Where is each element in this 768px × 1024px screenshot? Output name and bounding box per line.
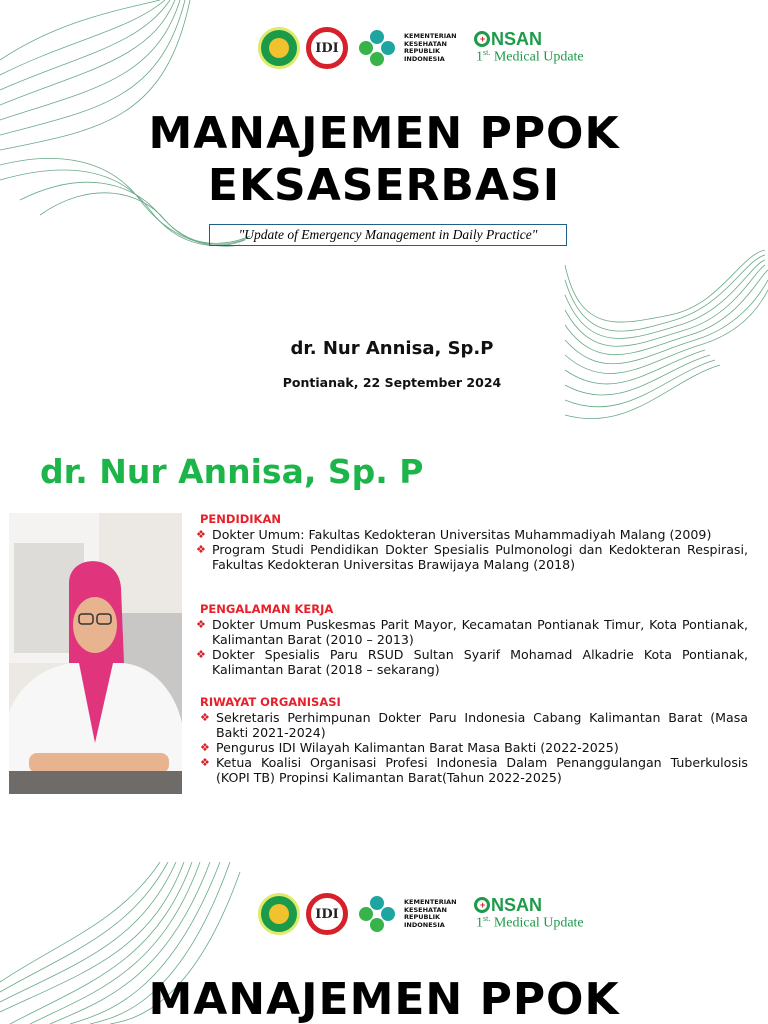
section-title: RIWAYAT ORGANISASI: [200, 695, 341, 709]
kemenkes-text: KEMENTERIAN KESEHATAN REPUBLIK INDONESIA: [404, 32, 457, 63]
idi-logo: IDI: [306, 893, 348, 935]
diamond-bullet-icon: ❖: [200, 756, 210, 769]
diamond-bullet-icon: ❖: [196, 648, 206, 661]
insan-pin-icon: +: [474, 897, 490, 913]
list-item: ❖ Pengurus IDI Wilayah Kalimantan Barat Masa Bakti (2022-2025): [200, 740, 619, 755]
organization-logo-green: [258, 893, 300, 935]
kemenkes-symbol-icon: [354, 25, 400, 71]
list-item: ❖ Dokter Spesialis Paru RSUD Sultan Syarif Mohamad Alkadrie Kota Pontianak, Kalimantan Barat (2018 – sekarang): [196, 647, 748, 677]
kemenkes-logo: [354, 891, 466, 937]
education-section: [196, 512, 748, 572]
insan-logo: + NSAN $1^{st.}$ Medical Update: [476, 29, 584, 65]
organization-logo-green: [258, 27, 300, 69]
diamond-bullet-icon: ❖: [196, 618, 206, 631]
insan-pin-icon: +: [474, 31, 490, 47]
insan-logo: + NSAN $1^{st.}$ Medical Update: [476, 895, 584, 931]
slide-title: [0, 0, 768, 432]
kemenkes-logo: [354, 25, 466, 71]
work-experience-section: [196, 602, 748, 677]
slide-profile: [0, 432, 768, 832]
profile-name: dr. Nur Annisa, Sp. P: [40, 452, 424, 491]
kemenkes-symbol-icon: [354, 891, 400, 937]
diamond-bullet-icon: ❖: [196, 543, 206, 556]
sponsor-logos: [258, 891, 584, 937]
place-date: Pontianak, 22 September 2024: [282, 375, 502, 390]
list-item: ❖ Ketua Koalisi Organisasi Profesi Indonesia Dalam Penanggulangan Tuberkulosis (KOPI TB) Propinsi Kalimantan Barat(Tahun 2022-2025): [200, 755, 748, 785]
sponsor-logos: [258, 25, 584, 71]
diamond-bullet-icon: ❖: [200, 741, 210, 754]
section-title: PENDIDIKAN: [200, 512, 281, 526]
presentation-title: MANAJEMEN PPOK: [148, 974, 620, 1024]
list-item: ❖ Program Studi Pendidikan Dokter Spesialis Pulmonologi dan Kedokteran Respirasi, Fakultas Kedokteran Universitas Brawijaya Malang (2018): [196, 542, 748, 572]
idi-logo: IDI: [306, 27, 348, 69]
diamond-bullet-icon: ❖: [196, 528, 206, 541]
organization-section: [200, 695, 748, 785]
diamond-bullet-icon: ❖: [200, 711, 210, 724]
curriculum-vitae: [196, 512, 748, 785]
presentation-title: MANAJEMEN PPOK EKSASERBASI: [148, 108, 620, 211]
list-item: ❖ Dokter Umum Puskesmas Parit Mayor, Kecamatan Pontianak Timur, Kota Pontianak, Kalimantan Barat (2010 – 2013): [196, 617, 748, 647]
section-title: PENGALAMAN KERJA: [200, 602, 334, 616]
speaker-photo: [9, 513, 182, 794]
slide-title-repeat: [0, 832, 768, 1024]
speaker-name: dr. Nur Annisa, Sp.P: [290, 338, 494, 359]
list-item: ❖ Sekretaris Perhimpunan Dokter Paru Indonesia Cabang Kalimantan Barat (Masa Bakti 2021-2024): [200, 710, 748, 740]
kemenkes-text: KEMENTERIAN KESEHATAN REPUBLIK INDONESIA: [404, 898, 457, 929]
list-item: ❖ Dokter Umum: Fakultas Kedokteran Universitas Muhammadiyah Malang (2009): [196, 527, 712, 542]
presentation-subtitle: "Update of Emergency Management in Daily Practice": [209, 224, 567, 246]
